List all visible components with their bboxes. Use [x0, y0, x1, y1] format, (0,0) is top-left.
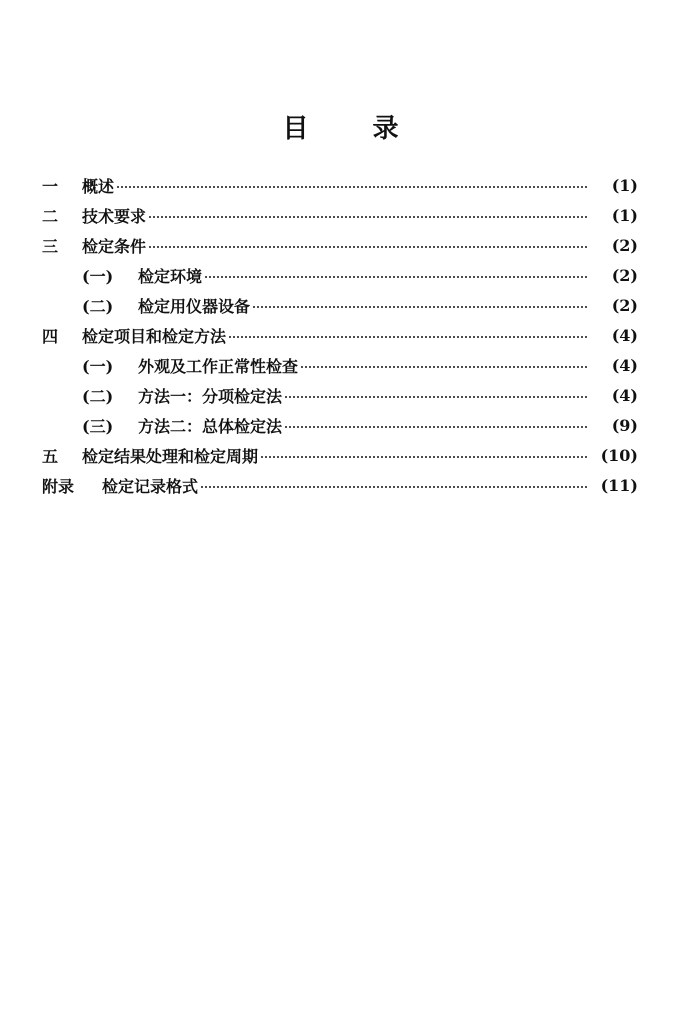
- toc-entry-title: 检定记录格式: [102, 476, 199, 496]
- toc-entry-title: 方法一：分项检定法: [138, 386, 283, 406]
- toc-entry-title: 检定条件: [82, 236, 147, 256]
- toc-entry[interactable]: [42, 320, 638, 350]
- toc-subentry[interactable]: [42, 290, 638, 320]
- dot-leader: [148, 216, 588, 218]
- toc-entry-title: 检定用仪器设备: [138, 296, 251, 316]
- dot-leader: [148, 246, 588, 248]
- toc-entry-title: 检定项目和检定方法: [82, 326, 227, 346]
- toc-subentry[interactable]: [42, 350, 638, 380]
- dot-leader: [200, 486, 588, 488]
- toc-entry-number: 附录: [42, 476, 75, 496]
- toc-entry-number: (三): [82, 416, 114, 436]
- dot-leader: [284, 426, 588, 428]
- toc-appendix-entry[interactable]: [42, 470, 638, 500]
- toc-entry-number: 三: [42, 236, 59, 256]
- toc-entry-title: 检定结果处理和检定周期: [82, 446, 259, 466]
- dot-leader: [284, 396, 588, 398]
- toc-entry[interactable]: [42, 230, 638, 260]
- toc-entry-number: (一): [82, 356, 114, 376]
- toc-entry-number: (一): [82, 266, 114, 286]
- toc-entry-page: (4): [611, 355, 638, 375]
- toc-entry-title: 检定环境: [138, 266, 203, 286]
- toc-subentry[interactable]: [42, 260, 638, 290]
- toc-entry-title: 技术要求: [82, 206, 147, 226]
- toc-entry-page: (11): [600, 475, 638, 495]
- toc-entry[interactable]: [42, 170, 638, 200]
- toc-entry-page: (4): [611, 325, 638, 345]
- toc-entry-number: 四: [42, 326, 59, 346]
- toc-entry-page: (10): [600, 445, 638, 465]
- toc-entry-title: 外观及工作正常性检查: [138, 356, 299, 376]
- page-title: [0, 108, 681, 145]
- toc-subentry[interactable]: [42, 380, 638, 410]
- dot-leader: [252, 306, 588, 308]
- dot-leader: [228, 336, 588, 338]
- toc-entry-title: 概述: [82, 176, 115, 196]
- table-of-contents: [42, 170, 638, 500]
- toc-entry-page: (1): [611, 175, 638, 195]
- toc-entry-page: (2): [611, 295, 638, 315]
- toc-entry[interactable]: [42, 200, 638, 230]
- toc-entry-number: 二: [42, 206, 59, 226]
- toc-entry-number: (二): [82, 386, 114, 406]
- toc-entry-number: 五: [42, 446, 59, 466]
- toc-entry-title: 方法二：总体检定法: [138, 416, 283, 436]
- toc-entry-number: 一: [42, 176, 59, 196]
- toc-entry-page: (4): [611, 385, 638, 405]
- toc-entry-page: (9): [611, 415, 638, 435]
- title-part-2: 录: [372, 114, 399, 144]
- dot-leader: [116, 186, 588, 188]
- dot-leader: [260, 456, 588, 458]
- title-part-1: 目: [282, 114, 309, 144]
- toc-entry-page: (1): [611, 205, 638, 225]
- toc-entry-number: (二): [82, 296, 114, 316]
- toc-subentry[interactable]: [42, 410, 638, 440]
- toc-entry-page: (2): [611, 235, 638, 255]
- dot-leader: [204, 276, 588, 278]
- dot-leader: [300, 366, 588, 368]
- toc-entry[interactable]: [42, 440, 638, 470]
- toc-entry-page: (2): [611, 265, 638, 285]
